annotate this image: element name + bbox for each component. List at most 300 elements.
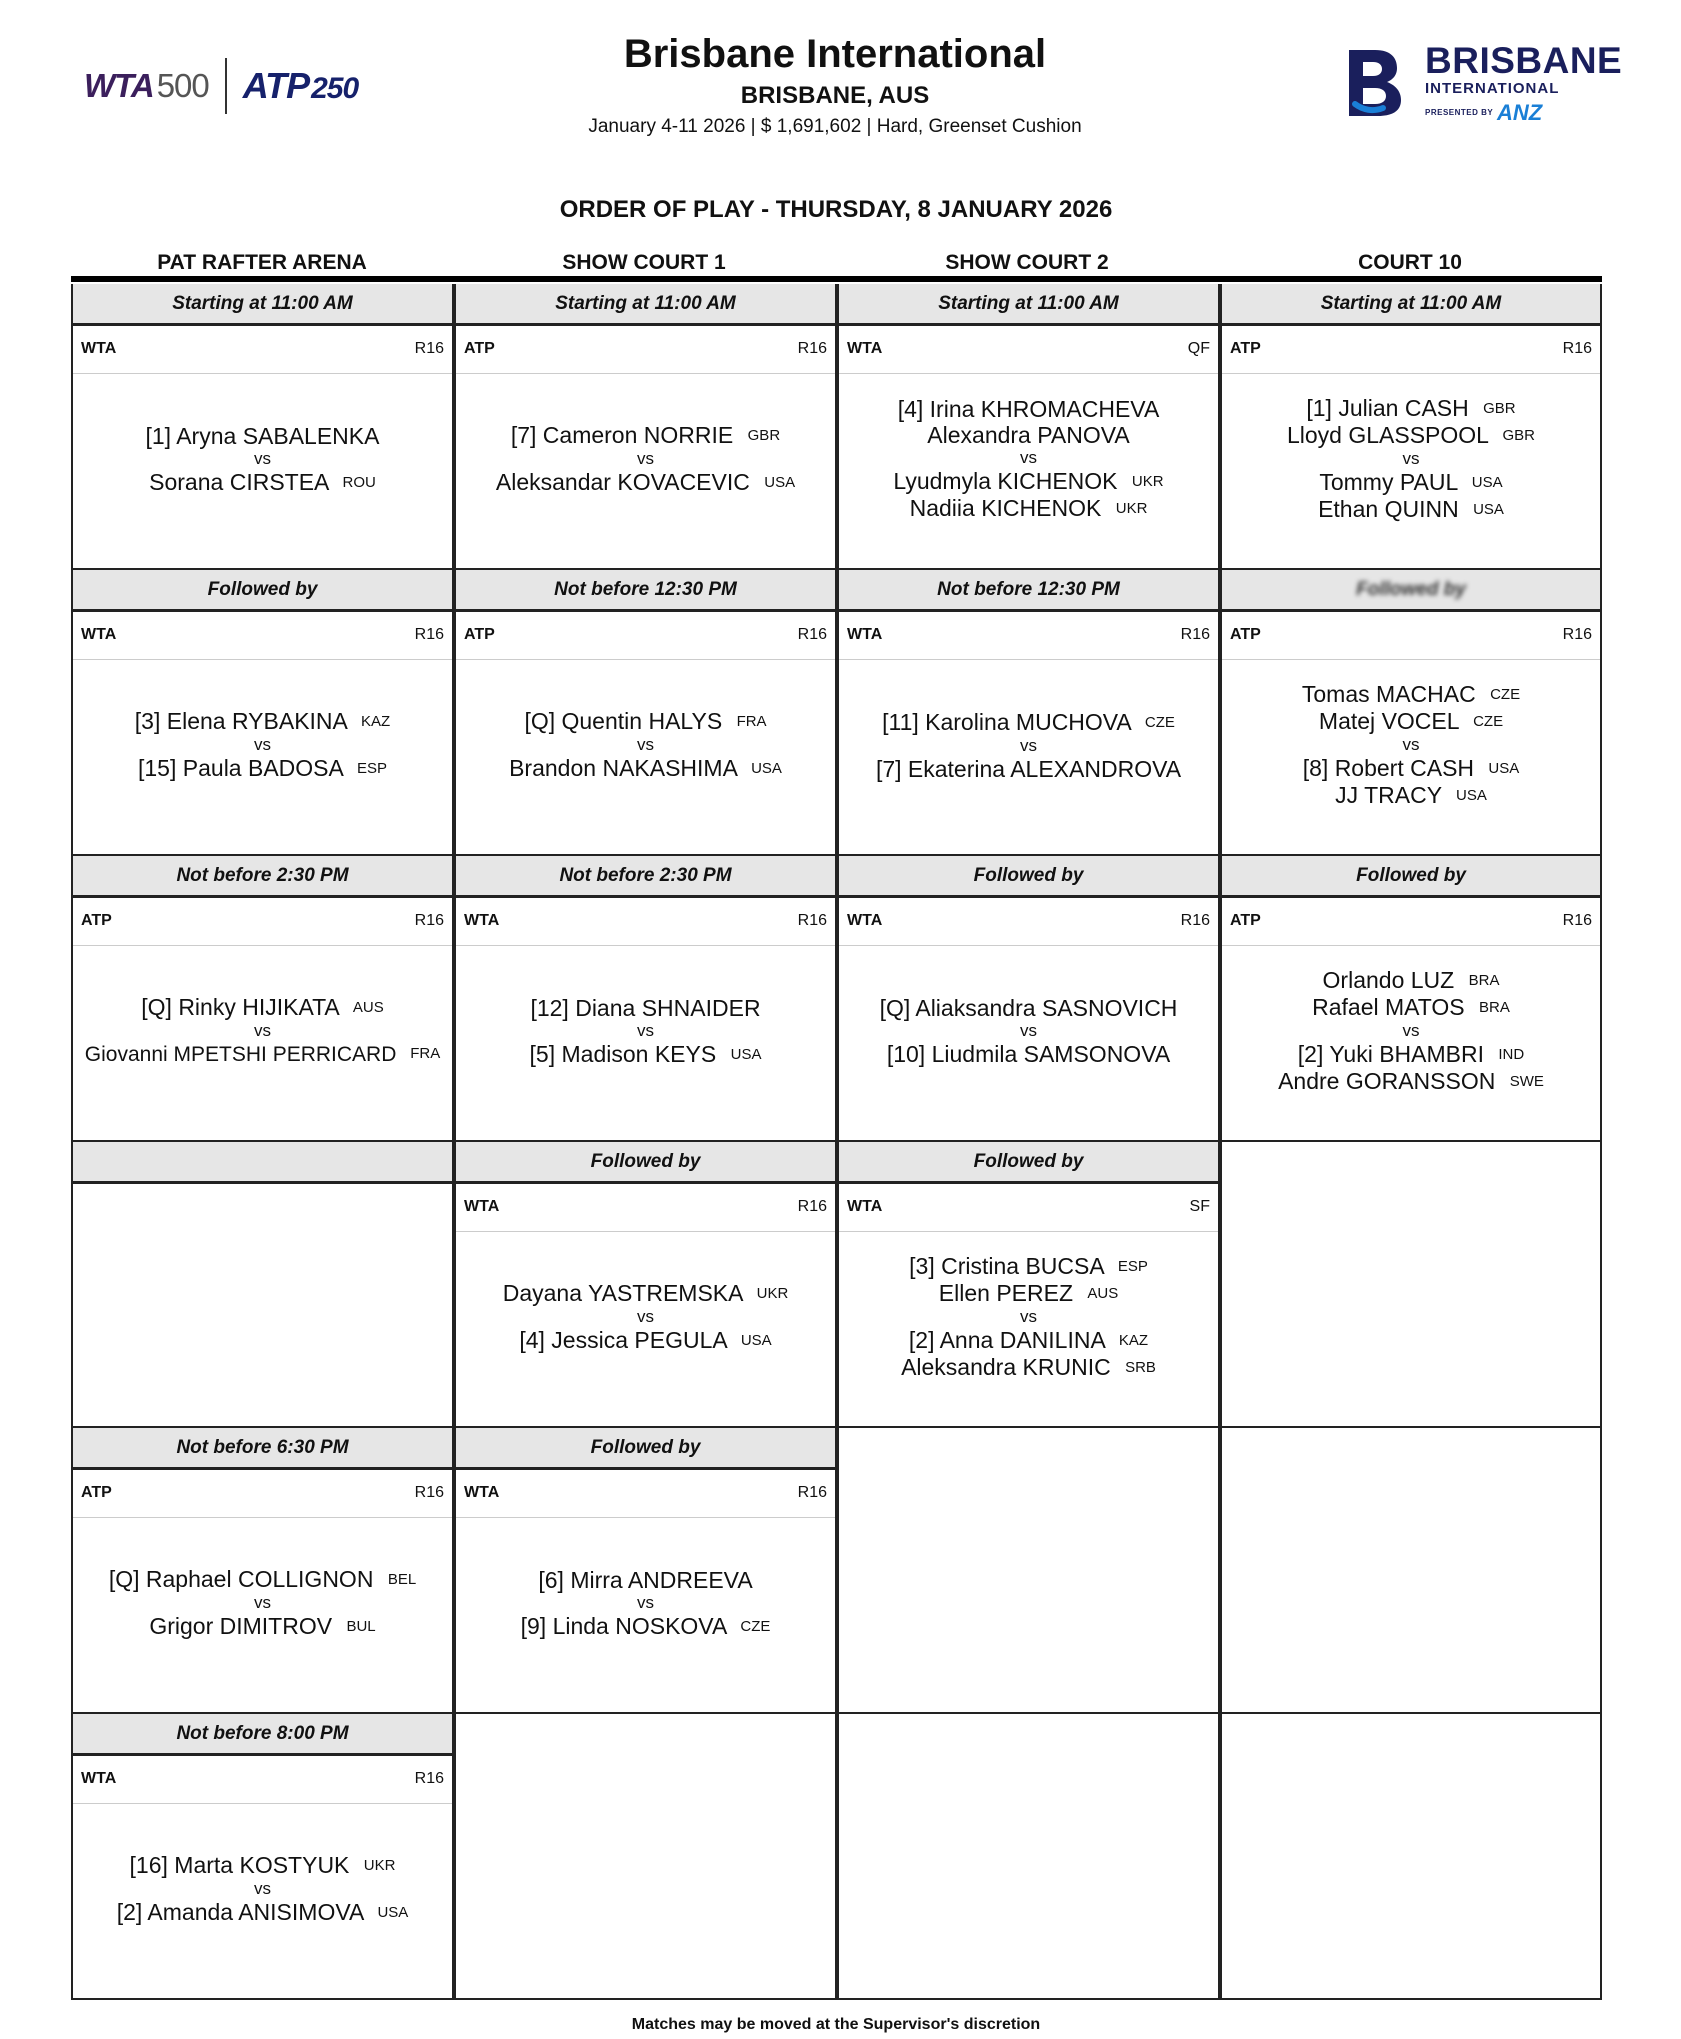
- round-label: R16: [1180, 626, 1210, 643]
- match-players: [1222, 948, 1600, 1114]
- player-seed: [10]: [886, 1041, 926, 1067]
- vs-label: vs: [1020, 1307, 1037, 1326]
- player-country: SWE: [1509, 1073, 1544, 1090]
- player-first: Dayana: [502, 1280, 582, 1306]
- player-first: Jessica: [551, 1327, 628, 1353]
- time-slot: Starting at 11:00 AM: [839, 284, 1218, 326]
- player-country: IND: [1498, 1046, 1525, 1063]
- player-first: Tommy: [1319, 469, 1394, 495]
- court-header-court-10: COURT 10: [1358, 251, 1462, 274]
- player-first: Amanda: [147, 1899, 234, 1925]
- player-seed: [2]: [116, 1899, 143, 1925]
- empty-cell: [1220, 1428, 1602, 1714]
- player-line: [927, 422, 1129, 448]
- player-last: MUCHOVA: [1015, 708, 1131, 735]
- match-players: [839, 1234, 1218, 1400]
- player-last: KEYS: [654, 1040, 717, 1067]
- round-label: R16: [797, 1484, 827, 1501]
- divider: [1222, 373, 1600, 374]
- player-line: [939, 1280, 1118, 1307]
- player-line: [521, 1613, 771, 1640]
- player-first: Andre: [1278, 1068, 1340, 1094]
- time-slot: Followed by: [1222, 856, 1600, 898]
- player-seed: [3]: [134, 708, 161, 734]
- divider: [839, 945, 1218, 946]
- time-slot: Starting at 11:00 AM: [456, 284, 835, 326]
- player-country: SRB: [1125, 1359, 1156, 1376]
- time-slot: Followed by: [839, 856, 1218, 898]
- match-c0r1: [71, 570, 454, 856]
- divider: [456, 373, 835, 374]
- player-first: Orlando: [1322, 967, 1405, 993]
- player-line: [1312, 994, 1510, 1021]
- player-first: Ethan: [1318, 496, 1379, 522]
- player-last: YASTREMSKA: [587, 1280, 743, 1306]
- player-first: Yuki: [1329, 1041, 1373, 1067]
- player-line: [1287, 422, 1535, 449]
- divider: [73, 1803, 452, 1804]
- player-last: HIJIKATA: [242, 994, 339, 1020]
- time-slot: Not before 12:30 PM: [456, 570, 835, 612]
- player-country: UKR: [756, 1285, 789, 1302]
- vs-label: vs: [637, 449, 654, 468]
- tour-logos: [84, 56, 358, 116]
- round-label: R16: [1562, 626, 1592, 643]
- player-first: Giovanni: [84, 1043, 168, 1066]
- match-c0r5: [71, 1714, 454, 2000]
- match-c3r2: [1220, 856, 1602, 1142]
- player-first: Rinky: [178, 994, 236, 1020]
- player-line: [85, 1041, 440, 1068]
- tournament-location: BRISBANE, AUS: [740, 82, 930, 109]
- time-slot: Followed by: [456, 1428, 835, 1470]
- player-country: UKR: [363, 1857, 396, 1874]
- player-country: USA: [730, 1045, 762, 1063]
- player-last: KOVACEVIC: [617, 469, 750, 495]
- tour-label: WTA: [847, 1198, 883, 1215]
- player-first: Irina: [929, 396, 975, 422]
- divider: [73, 659, 452, 660]
- player-first: Quentin: [561, 708, 643, 734]
- player-line: [1335, 782, 1487, 809]
- tour-label: WTA: [847, 912, 883, 929]
- tour-label: WTA: [464, 1198, 500, 1215]
- player-country: ROU: [342, 473, 376, 491]
- player-first: Sorana: [149, 468, 224, 495]
- player-country: CZE: [1490, 686, 1521, 703]
- round-label: QF: [1187, 340, 1210, 357]
- match-c1r3: [454, 1142, 837, 1428]
- player-line: [519, 1327, 771, 1354]
- tour-label: WTA: [847, 626, 883, 643]
- page-header: [0, 0, 1681, 180]
- player-line: [1319, 708, 1503, 735]
- player-seed: [6]: [538, 1566, 564, 1593]
- time-slot: Followed by: [839, 1142, 1218, 1184]
- tour-label: ATP: [1230, 340, 1261, 357]
- player-seed: [1]: [145, 422, 172, 449]
- player-first: Grigor: [149, 1613, 214, 1639]
- player-country: GBR: [1502, 427, 1536, 444]
- atp-logo-text: ATP: [242, 65, 310, 106]
- vs-label: vs: [637, 735, 654, 754]
- player-last: BADOSA: [247, 755, 343, 781]
- player-last: SABALENKA: [242, 422, 380, 449]
- tournament-title: Brisbane International: [623, 32, 1047, 76]
- tournament-title-block: [440, 28, 1230, 142]
- player-country: CZE: [1144, 713, 1175, 731]
- player-seed: [1]: [1306, 395, 1332, 421]
- player-last: TRACY: [1364, 782, 1442, 808]
- player-first: Aryna: [176, 422, 237, 449]
- player-last: BUCSA: [1025, 1253, 1104, 1279]
- match-players: [73, 662, 452, 828]
- player-last: KHROMACHEVA: [980, 396, 1160, 422]
- round-label: R16: [414, 1484, 444, 1501]
- vs-label: vs: [254, 735, 271, 754]
- player-line: [1298, 1041, 1524, 1068]
- player-last: KOSTYUK: [239, 1852, 350, 1878]
- time-slot-label: Followed by: [1356, 579, 1466, 600]
- brand-word: BRISBANE: [1425, 40, 1623, 81]
- logo-divider: [225, 58, 227, 114]
- player-line: [538, 1567, 752, 1593]
- player-last: DIMITROV: [219, 1613, 333, 1639]
- player-line: [496, 469, 795, 496]
- tour-label: ATP: [81, 912, 112, 929]
- match-players: [456, 1520, 835, 1686]
- player-first: Paula: [182, 755, 242, 781]
- brisbane-international-logo: [1345, 40, 1625, 140]
- empty-cell: [1220, 1142, 1602, 1428]
- tour-label: WTA: [81, 626, 117, 643]
- time-slot: Not before 2:30 PM: [456, 856, 835, 898]
- player-first: Anna: [939, 1327, 994, 1353]
- player-line: [893, 468, 1163, 495]
- player-last: ANDREEVA: [627, 1566, 753, 1593]
- player-seed: [15]: [138, 755, 177, 781]
- round-label: R16: [797, 1198, 827, 1215]
- time-slot-empty: [73, 1142, 452, 1184]
- player-last: SAMSONOVA: [1023, 1041, 1171, 1067]
- tour-label: ATP: [1230, 912, 1261, 929]
- player-country: USA: [764, 474, 796, 491]
- player-country: BUL: [346, 1618, 376, 1635]
- player-first: Alexandra: [927, 422, 1031, 448]
- time-slot: [1222, 570, 1600, 612]
- match-c0r2: [71, 856, 454, 1142]
- player-country: USA: [377, 1904, 409, 1921]
- round-label: R16: [1180, 912, 1210, 929]
- wta-level-text: 500: [156, 67, 209, 104]
- match-c1r0: [454, 284, 837, 570]
- player-seed: [11]: [882, 708, 919, 735]
- b-mark-icon: [1345, 46, 1405, 118]
- player-country: FRA: [736, 713, 767, 730]
- match-c1r4: [454, 1428, 837, 1714]
- vs-label: vs: [1402, 1021, 1420, 1040]
- match-c0r0: [71, 284, 454, 570]
- time-slot: Not before 6:30 PM: [73, 1428, 452, 1470]
- atp-level-text: 250: [311, 72, 359, 105]
- atp-logo: [243, 65, 358, 107]
- player-country: BEL: [387, 1571, 417, 1588]
- player-country: GBR: [747, 427, 781, 444]
- footer-note: Matches may be moved at the Supervisor's discretion: [631, 2016, 1041, 2033]
- tour-label: WTA: [464, 1484, 500, 1501]
- player-first: Julian: [1338, 395, 1399, 421]
- match-players: [456, 376, 835, 542]
- player-first: Brandon: [509, 755, 597, 781]
- player-first: Lloyd: [1286, 422, 1342, 448]
- player-country: BRA: [1479, 999, 1510, 1016]
- player-line: [1318, 496, 1504, 523]
- divider: [839, 1231, 1218, 1232]
- vs-label: vs: [1402, 735, 1420, 754]
- brand-presented: PRESENTED BY: [1425, 108, 1494, 117]
- tour-label: WTA: [81, 1770, 117, 1787]
- player-last: ANISIMOVA: [238, 1899, 364, 1925]
- player-line: [146, 423, 380, 449]
- divider: [839, 373, 1218, 374]
- player-seed: [7]: [875, 755, 902, 782]
- player-last: CASH: [1404, 395, 1469, 421]
- player-line: [880, 995, 1178, 1021]
- vs-label: vs: [1020, 1021, 1037, 1040]
- match-c2r2: [837, 856, 1220, 1142]
- player-country: GBR: [1483, 400, 1516, 417]
- player-last: CIRSTEA: [229, 468, 329, 495]
- player-country: AUS: [1087, 1285, 1119, 1302]
- player-country: ESP: [356, 760, 387, 777]
- round-label: SF: [1189, 1198, 1210, 1215]
- player-seed: [2]: [1297, 1041, 1324, 1067]
- time-slot: Not before 2:30 PM: [73, 856, 452, 898]
- player-first: Tomas: [1301, 681, 1370, 707]
- court-headers: [71, 248, 1602, 278]
- time-slot: Followed by: [73, 570, 452, 612]
- divider: [456, 1517, 835, 1518]
- court-header-show-court-2: SHOW COURT 2: [945, 251, 1109, 274]
- player-last: LUZ: [1410, 967, 1455, 993]
- player-last: MPETSHI PERRICARD: [173, 1043, 397, 1066]
- tour-label: WTA: [847, 340, 883, 357]
- match-c2r0: [837, 284, 1220, 570]
- match-players: [1222, 662, 1600, 828]
- player-first: JJ: [1335, 782, 1359, 808]
- empty-cell: [454, 1714, 837, 2000]
- vs-label: vs: [254, 1593, 271, 1612]
- player-country: BRA: [1468, 972, 1500, 989]
- match-players: [839, 948, 1218, 1114]
- player-first: Aliaksandra: [915, 995, 1036, 1021]
- player-last: RYBAKINA: [231, 708, 347, 734]
- player-country: ESP: [1117, 1258, 1148, 1275]
- order-of-play-title: ORDER OF PLAY - THURSDAY, 8 JANUARY 2026: [559, 196, 1113, 223]
- player-last: COLLIGNON: [237, 1566, 374, 1592]
- divider: [73, 945, 452, 946]
- match-players: [73, 1806, 452, 1972]
- player-first: Ekaterina: [907, 755, 1006, 782]
- player-first: Aleksandra: [901, 1354, 1017, 1380]
- player-last: NAKASHIMA: [602, 755, 737, 781]
- player-last: QUINN: [1384, 496, 1459, 522]
- player-first: Raphael: [145, 1566, 232, 1592]
- player-line: [1303, 755, 1520, 782]
- vs-label: vs: [637, 1592, 654, 1612]
- match-players: [73, 948, 452, 1114]
- match-players: [73, 1520, 452, 1686]
- player-seed: [2]: [908, 1327, 935, 1353]
- match-players: [73, 376, 452, 542]
- player-first: Mirra: [570, 1566, 623, 1593]
- match-players: [456, 662, 835, 828]
- player-seed: [8]: [1302, 755, 1329, 781]
- player-line: [876, 756, 1181, 782]
- header-rule: [71, 276, 1602, 282]
- player-last: MACHAC: [1376, 681, 1476, 707]
- round-label: R16: [797, 626, 827, 643]
- player-last: PEREZ: [996, 1280, 1073, 1306]
- player-first: Lyudmyla: [893, 468, 991, 494]
- round-label: R16: [797, 912, 827, 929]
- player-seed: [Q]: [141, 994, 172, 1020]
- player-country: USA: [751, 760, 782, 777]
- player-line: [898, 396, 1160, 422]
- tour-label: ATP: [81, 1484, 112, 1501]
- tour-label: ATP: [464, 626, 495, 643]
- player-last: GLASSPOOL: [1348, 422, 1489, 448]
- tour-label: WTA: [464, 912, 500, 929]
- player-line: [1302, 681, 1520, 708]
- player-last: KICHENOK: [997, 468, 1118, 494]
- player-line: [901, 1354, 1156, 1381]
- player-first: Liudmila: [931, 1041, 1018, 1067]
- player-first: Rafael: [1312, 994, 1379, 1020]
- player-last: PEGULA: [634, 1327, 727, 1353]
- match-players: [456, 948, 835, 1114]
- player-country: UKR: [1115, 500, 1148, 517]
- player-country: UKR: [1131, 473, 1164, 490]
- divider: [456, 945, 835, 946]
- player-first: Karolina: [925, 708, 1010, 735]
- player-line: [887, 1041, 1170, 1067]
- player-country: USA: [1473, 501, 1504, 518]
- player-first: Nadiia: [909, 495, 975, 521]
- player-seed: [3]: [909, 1253, 935, 1279]
- time-slot: Starting at 11:00 AM: [1222, 284, 1600, 326]
- player-last: KICHENOK: [981, 495, 1102, 521]
- wta-logo-text: WTA: [84, 67, 154, 104]
- vs-label: vs: [637, 1307, 654, 1326]
- round-label: R16: [1562, 912, 1592, 929]
- player-last: PAUL: [1399, 469, 1458, 495]
- divider: [73, 373, 452, 374]
- schedule-grid: [71, 284, 1602, 2000]
- vs-label: vs: [1402, 449, 1420, 468]
- player-first: Cristina: [941, 1253, 1020, 1279]
- player-last: CASH: [1410, 755, 1475, 781]
- player-seed: [Q]: [879, 995, 911, 1021]
- player-seed: [5]: [529, 1040, 556, 1067]
- vs-label: vs: [254, 448, 271, 468]
- player-first: Diana: [575, 994, 636, 1021]
- player-seed: [12]: [530, 994, 569, 1021]
- player-last: NORRIE: [643, 422, 734, 448]
- empty-cell: [71, 1142, 454, 1428]
- match-players: [1222, 376, 1600, 542]
- match-c0r4: [71, 1428, 454, 1714]
- divider: [73, 1517, 452, 1518]
- time-slot: Not before 12:30 PM: [839, 570, 1218, 612]
- player-last: NOSKOVA: [615, 1612, 727, 1639]
- match-players: [839, 376, 1218, 542]
- time-slot: Not before 8:00 PM: [73, 1714, 452, 1756]
- player-last: GORANSSON: [1345, 1068, 1496, 1094]
- round-label: R16: [1562, 340, 1592, 357]
- court-header-show-court-1: SHOW COURT 1: [562, 251, 726, 274]
- divider: [839, 659, 1218, 660]
- player-seed: [7]: [510, 422, 537, 448]
- player-country: USA: [740, 1332, 772, 1349]
- player-seed: [4]: [519, 1327, 545, 1353]
- player-last: KRUNIC: [1022, 1354, 1111, 1380]
- round-label: R16: [414, 340, 444, 357]
- vs-label: vs: [254, 1879, 271, 1898]
- player-country: AUS: [352, 999, 384, 1016]
- player-last: PANOVA: [1037, 422, 1130, 448]
- player-line: [149, 1613, 375, 1640]
- player-line: [1306, 395, 1515, 422]
- player-line: [117, 1899, 409, 1926]
- divider: [1222, 945, 1600, 946]
- player-line: [511, 422, 780, 449]
- player-last: HALYS: [648, 708, 723, 734]
- player-country: KAZ: [1118, 1332, 1149, 1349]
- player-line: [141, 994, 383, 1021]
- player-line: [1278, 1068, 1544, 1095]
- empty-cell: [1220, 1714, 1602, 2000]
- match-players: [839, 662, 1218, 828]
- player-line: [530, 1041, 762, 1068]
- time-slot: Followed by: [456, 1142, 835, 1184]
- match-c1r1: [454, 570, 837, 856]
- player-line: [149, 469, 376, 496]
- match-c2r3: [837, 1142, 1220, 1428]
- player-first: Ellen: [938, 1280, 990, 1306]
- round-label: R16: [797, 340, 827, 357]
- divider: [1222, 659, 1600, 660]
- time-slot: Starting at 11:00 AM: [73, 284, 452, 326]
- player-country: KAZ: [361, 713, 391, 730]
- player-last: MATOS: [1384, 994, 1465, 1020]
- player-line: [135, 708, 390, 735]
- vs-label: vs: [637, 1020, 654, 1040]
- tour-label: ATP: [464, 340, 495, 357]
- round-label: R16: [414, 626, 444, 643]
- player-country: USA: [1488, 760, 1520, 777]
- wta-logo: [84, 67, 209, 105]
- round-label: R16: [414, 912, 444, 929]
- player-country: CZE: [1473, 713, 1504, 730]
- player-line: [138, 755, 387, 782]
- match-players: [456, 1234, 835, 1400]
- sponsor-logo: ANZ: [1497, 100, 1543, 125]
- player-last: SHNAIDER: [641, 994, 761, 1021]
- vs-label: vs: [1020, 735, 1037, 755]
- player-line: [130, 1852, 396, 1879]
- match-c3r1: [1220, 570, 1602, 856]
